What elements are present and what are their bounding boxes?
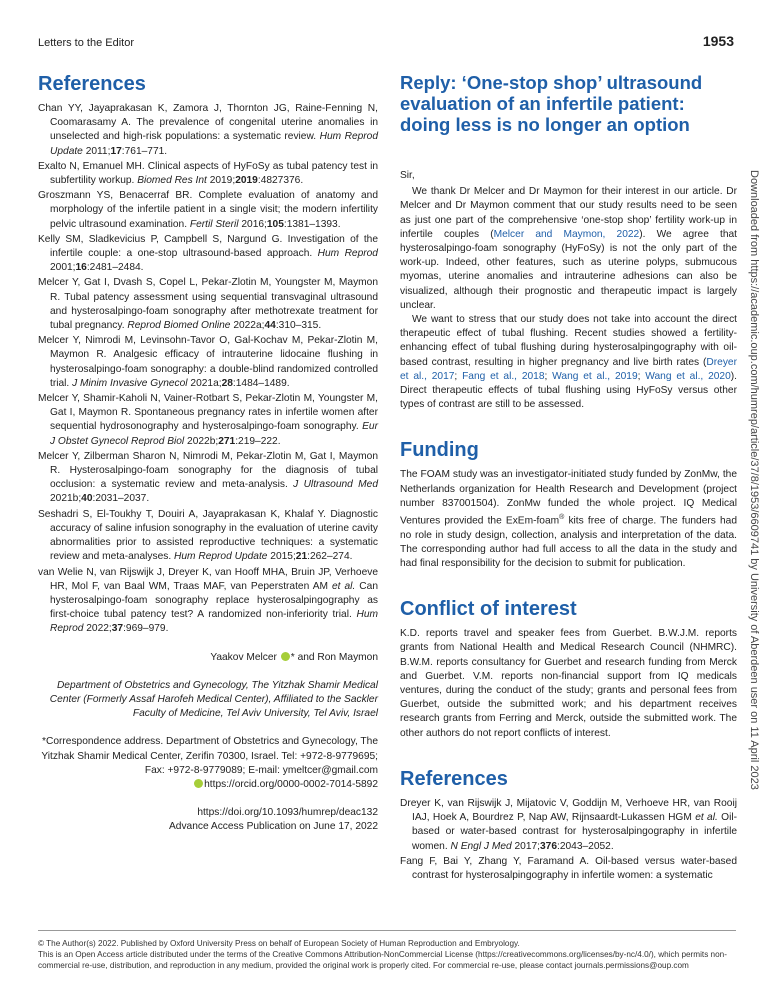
- salutation: Sir,: [400, 170, 415, 181]
- right-column: [400, 72, 737, 884]
- reply-paragraph-1: We thank Dr Melcer and Dr Maymon for their interest in our article. Dr Melcer and Dr Maymon comment that our study results need to be seen as just one part of the comprehensive ‘one-stop shop’ fertility work-up in infertile couples (Melcer and Maymon, 2022). We agree that hysterosalpingo-foam sonography (HyFoSy) is not the only part of the work-up. Indeed, other features, such as uterine polyps, submucous myomas, uterine anomalies and intrauterine adhesions can also be visualized, although their prognostic and therapeutic impact is largely unclear.: [400, 186, 737, 311]
- citation-link[interactable]: Wang et al., 2020: [645, 370, 731, 382]
- conflict-heading: Conflict of interest: [400, 598, 577, 621]
- citation-link[interactable]: Fang et al., 2018: [462, 370, 545, 382]
- correspondence-text: *Correspondence address. Department of Obstetrics and Gynecology, The Yitzhak Shamir Medical Center, Zerifin 70300, Israel. Tel: +972-8-9779695; Fax: +972-8-9779089; E-mail: ymeltcer@gmail.com: [41, 736, 378, 776]
- reference-item: Seshadri S, El-Toukhy T, Douiri A, Jayaprakasan K, Khalaf Y. Diagnostic accuracy of saline infusion sonography in the evaluation of uterine cavity abnormalities prior to assisted reproductive techniques: a systematic review and meta-analyses. Hum Reprod Update 2015;21:262–274.: [38, 508, 378, 563]
- running-header: Letters to the Editor: [38, 37, 134, 49]
- advance-access: Advance Access Publication on June 17, 2022: [169, 821, 378, 833]
- reference-item: Fang F, Bai Y, Zhang Y, Faramand A. Oil-based versus water-based contrast for hysterosalpingography in infertile women: a systematic: [400, 855, 737, 881]
- page-number: 1953: [702, 33, 734, 49]
- funding-text: The FOAM study was an investigator-initiated study funded by ZonMw, the Netherlands organization for Health Research and Development (project number 837001504). ZonMw funded the whole project. IQ Medical Ventures provided the ExEm-foam® kits free of charge. The funders had no role in study design, collection, analysis and interpretation of the data. The corresponding author had full access to all the data in the study and had final responsibility for the decision to submit for publication.: [400, 469, 738, 570]
- author-separator: * and Ron Maymon: [290, 651, 378, 663]
- reference-item: Melcer Y, Nimrodi M, Levinsohn-Tavor O, Gal-Kochav M, Pekar-Zlotin M, Maymon R. Analgesic efficacy of intrauterine lidocaine flushing in hysterosalpingo-foam sonography: a double-blind randomized controlled trial. J Minim Invasive Gynecol 2021a;28:1484–1489.: [38, 335, 378, 389]
- footer: [38, 938, 736, 972]
- author-name: Yaakov Melcer: [210, 651, 277, 663]
- reference-item: Melcer Y, Shamir-Kaholi N, Vainer-Rotbart S, Pekar-Zlotin M, Youngster M, Gat I, Maymon R. Spontaneous pregnancy rates in infertile women after sequential hydrosonography and hysterosalpingo-foam sonography. Eur J Obstet Gynecol Reprod Biol 2022b;271:219–222.: [38, 393, 378, 447]
- copyright-line: © The Author(s) 2022. Published by Oxford University Press on behalf of European Society of Human Reproduction and Embryology.: [38, 939, 520, 948]
- doi-block: [38, 806, 378, 834]
- references-heading-right: References: [400, 767, 508, 790]
- orcid-icon[interactable]: [281, 652, 290, 661]
- affiliation: Department of Obstetrics and Gynecology, The Yitzhak Shamir Medical Center (Formerly Assaf Harofeh Medical Center), Affiliated to the Sackler Faculty of Medicine, Tel Aviv University, Tel Aviv, Israel: [49, 679, 378, 720]
- reference-item: Chan YY, Jayaprakasan K, Zamora J, Thornton JG, Raine-Fenning N, Coomarasamy A. The prevalence of congenital uterine anomalies in unselected and high-risk populations: a systematic review. Hum Reprod Update 2011;17:761–771.: [38, 103, 378, 157]
- reference-item: Melcer Y, Gat I, Dvash S, Copel L, Pekar-Zlotin M, Youngster M, Maymon R. Tubal patency assessment using sequential transvaginal ultrasound and hysterosalpingo-foam sonography after methotrexate treatment for tubal pregnancy. Reprod Biomed Online 2022a;44:310–315.: [38, 277, 378, 332]
- funding-heading: Funding: [400, 439, 479, 462]
- reference-list: [38, 102, 378, 637]
- correspondence: [38, 735, 378, 792]
- download-sidebar: Downloaded from https://academic.oup.com/humrep/article/37/8/1953/6609741 by University of Aberdeen user on 11 April 2023: [748, 170, 760, 790]
- reference-item: Exalto N, Emanuel MH. Clinical aspects of HyFoSy as tubal patency test in subfertility workup. Biomed Res Int 2019;2019:4827376.: [38, 160, 378, 187]
- reference-item: Dreyer K, van Rijswijk J, Mijatovic V, Goddijn M, Verhoeve HR, van Rooij IAJ, Hoek A, Bourdrez P, Nap AW, Rijnsaardt-Lukassen HGM et al. Oil-based or water-based contrast for hysterosalpingography in infertile women. N Engl J Med 2017;376:2043–2052.: [400, 797, 737, 852]
- reference-item: Groszmann YS, Benacerraf BR. Complete evaluation of anatomy and morphology of the infertile patient in a single visit; the modern infertility pelvic ultrasound examination. Fertil Steril 2016;105:1381–1393.: [38, 190, 378, 230]
- reply-title: Reply: ‘One-stop shop’ ultrasound evaluation of an infertile patient: doing less is no longer an option: [400, 72, 703, 135]
- references-heading: References: [38, 73, 146, 95]
- reference-item: van Welie N, van Rijswijk J, Dreyer K, van Hooff MHA, Bruin JP, Verhoeve HR, Mol F, van Baal WM, Traas MAF, van Peperstraten AM et al. Can hysterosalpingo-foam sonography replace hysterosalpingography as first-choice tubal patency test? A randomized non-inferiority trial. Hum Reprod 2022;37:969–979.: [38, 566, 378, 635]
- reference-item: Kelly SM, Sladkevicius P, Campbell S, Nargund G. Investigation of the infertile couple: a one-stop ultrasound-based approach. Hum Reprod 2001;16:2481–2484.: [38, 233, 378, 274]
- reply-paragraph-2: We want to stress that our study does not take into account the direct therapeutic effect of tubal flushing. Recent studies showed a fertility-enhancing effect of tubal flushing during hysterosalpingography with oil-based contrast, resulting in higher pregnancy and live birth rates (Dreyer et al., 2017; Fang et al., 2018; Wang et al., 2019; Wang et al., 2020). Direct therapeutic effects of tubal flushing using HyFoSy versus other types of contrast are still to be assessed.: [400, 314, 737, 411]
- orcid-icon: [194, 779, 203, 788]
- orcid-link[interactable]: https://orcid.org/0000-0002-7014-5892: [204, 778, 378, 790]
- left-column: [38, 72, 378, 835]
- reference-item: Melcer Y, Zilberman Sharon N, Nimrodi M, Pekar-Zlotin M, Gat I, Maymon R. Hysterosalpingo-foam sonography for the diagnosis of tubal occlusion: a systematic review and meta-analysis. J Ultrasound Med 2021b;40:2031–2037.: [38, 450, 378, 505]
- conflict-text: K.D. reports travel and speaker fees from Guerbet. B.W.J.M. reports grants from National Health and Medical Research Council (NHMRC). B.W.M. reports consultancy for Guerbet and research funding from Merck and Guerbet. V.M. reports non-financial support from IQ medicals ventures, during the conduct of the study; grants and personal fees from Guerbet, outside the submitted work; and his department receives research grants from Ferring and Merck, outside the submitted work. The other authors do not report conflicts of interest.: [400, 628, 737, 739]
- license-text: This is an Open Access article distributed under the terms of the Creative Commons Attribution-NonCommercial License (https://creativecommons.org/licenses/by-nc/4.0/), which permits non-commercial re-use, distribution, and reproduction in any medium, provided the original work is properly cited. For commercial re-use, please contact journals.permissions@oup.com: [38, 950, 727, 971]
- footer-divider: [38, 930, 736, 931]
- author-line: [38, 651, 378, 665]
- citation-link[interactable]: Wang et al., 2019: [552, 370, 638, 382]
- doi-link[interactable]: https://doi.org/10.1093/humrep/deac132: [197, 807, 378, 819]
- citation-link[interactable]: Dreyer et al., 2017: [400, 356, 737, 382]
- citation-link[interactable]: Melcer and Maymon, 2022: [493, 228, 640, 240]
